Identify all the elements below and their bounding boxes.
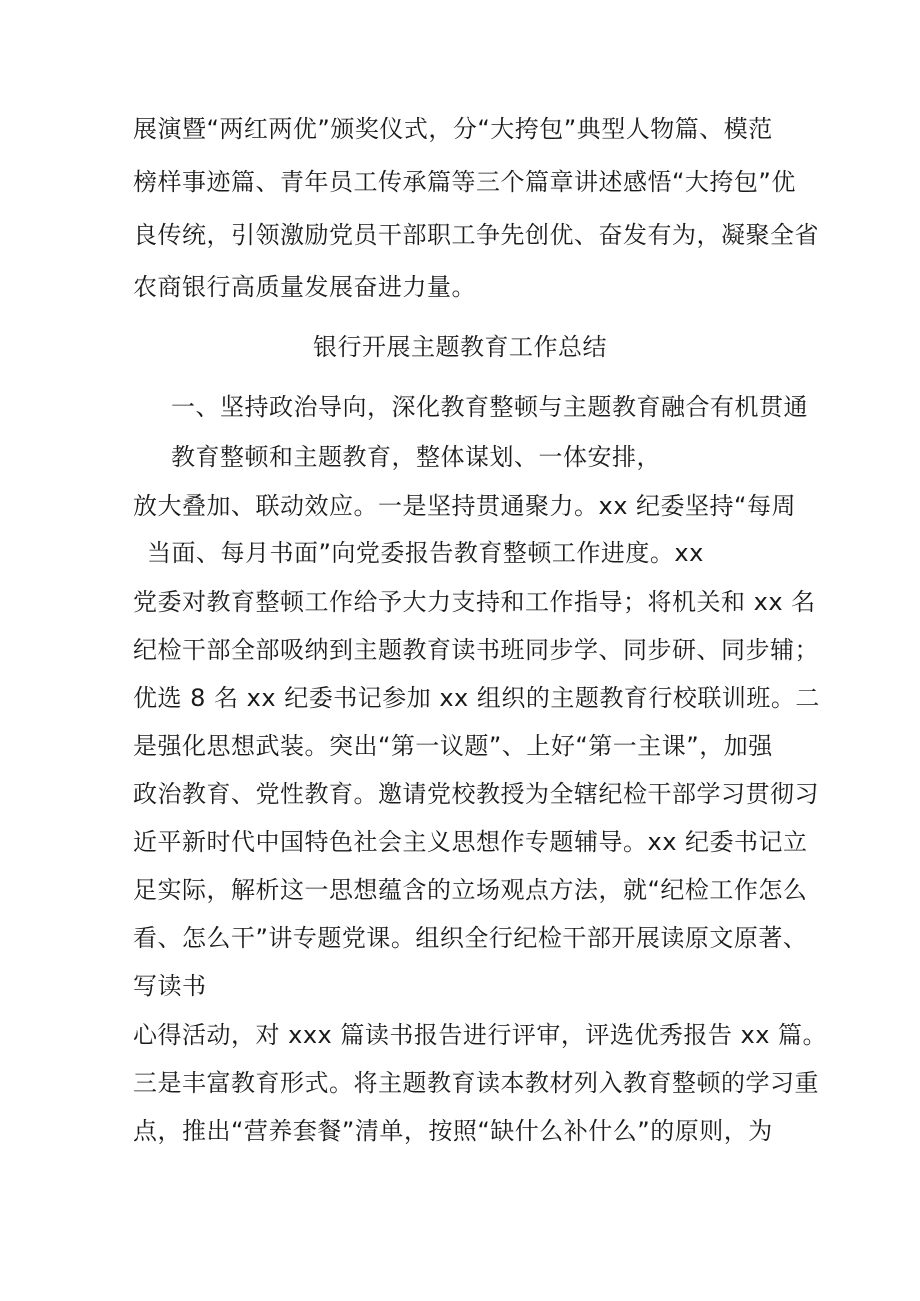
intro-line-4: 农商银行高质量发展奋进力量。 — [133, 273, 476, 301]
paragraph-line-8: 政治教育、党性教育。邀请党校教授为全辖纪检干部学习贯彻习 — [133, 780, 819, 808]
paragraph-line-12: 写读书 — [133, 972, 207, 1000]
paragraph-line-4: 党委对教育整顿工作给予大力支持和工作指导；将机关和 xx 名 — [133, 588, 816, 616]
paragraph-line-1: 教育整顿和主题教育，整体谋划、一体安排， — [171, 443, 661, 471]
document-title: 银行开展主题教育工作总结 — [313, 333, 607, 361]
paragraph-line-2: 放大叠加、联动效应。一是坚持贯通聚力。xx 纪委坚持“每周 — [133, 492, 796, 520]
paragraph-line-11: 看、怎么干”讲专题党课。组织全行纪检干部开展读原文原著、 — [133, 924, 808, 952]
paragraph-line-14: 三是丰富教育形式。将主题教育读本教材列入教育整顿的学习重 — [133, 1069, 819, 1097]
paragraph-line-5: 纪检干部全部吸纳到主题教育读书班同步学、同步研、同步辅； — [133, 636, 819, 664]
intro-line-1: 展演暨“两红两优”颁奖仪式，分“大挎包”典型人物篇、模范 — [133, 115, 773, 143]
intro-line-3: 良传统，引领激励党员干部职工争先创优、奋发有为，凝聚全省 — [133, 221, 819, 249]
intro-line-2: 榜样事迹篇、青年员工传承篇等三个篇章讲述感悟“大挎包”优 — [133, 168, 796, 196]
paragraph-line-9: 近平新时代中国特色社会主义思想作专题辅导。xx 纪委书记立 — [133, 828, 808, 856]
paragraph-line-10: 足实际，解析这一思想蕴含的立场观点方法，就“纪检工作怎么 — [133, 876, 808, 904]
paragraph-line-7: 是强化思想武装。突出“第一议题”、上好“第一主课”，加强 — [133, 732, 773, 760]
paragraph-line-6: 优选 8 名 xx 纪委书记参加 xx 组织的主题教育行校联训班。二 — [133, 684, 820, 712]
paragraph-line-3: 当面、每月书面”向党委报告教育整顿工作进度。xx — [147, 539, 704, 567]
paragraph-line-15: 点，推出“营养套餐”清单，按照“缺什么补什么”的原则，为 — [133, 1117, 773, 1145]
section-heading: 一、坚持政治导向，深化教育整顿与主题教育融合有机贯通 — [171, 393, 808, 421]
paragraph-line-13: 心得活动，对 xxx 篇读书报告进行评审，评选优秀报告 xx 篇。 — [133, 1021, 828, 1049]
